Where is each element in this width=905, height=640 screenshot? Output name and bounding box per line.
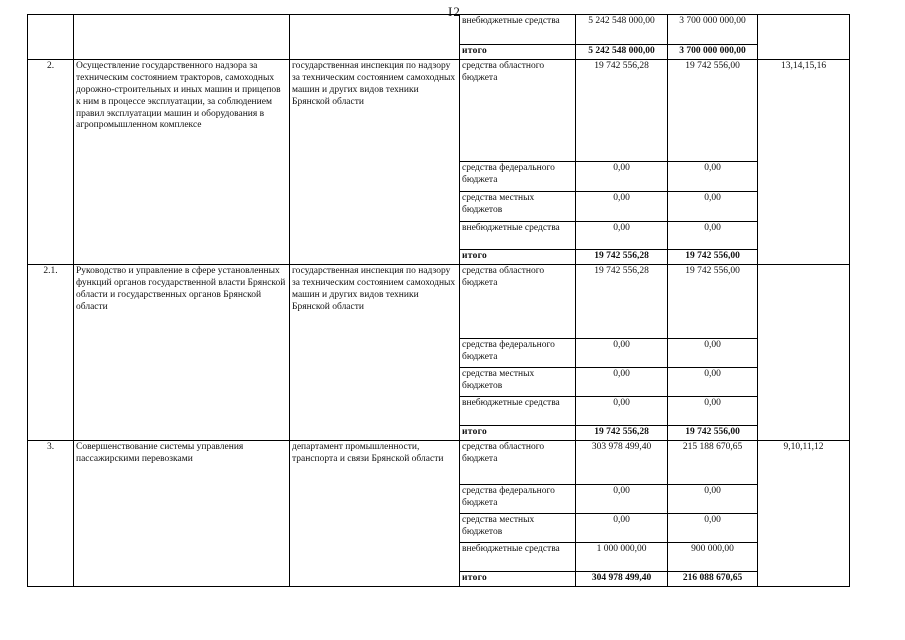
- executor-name: государственная инспекция по надзору за техническим состоянием самоходных машин и других видов техники Брянской области: [290, 60, 460, 265]
- row-number: 2.1.: [28, 265, 74, 441]
- amount-2015: 0,00: [576, 339, 668, 368]
- executor-cell: [290, 15, 460, 60]
- amount-2016: 215 188 670,65: [668, 440, 758, 484]
- indicator-numbers: 13,14,15,16: [758, 60, 850, 265]
- activity-description: Осуществление государственного надзора за техническим состоянием тракторов, самоходных дорожно-строительных и иных машин и прицепов к ним в процессе эксплуатации, за соблюдением правил эксплуатации машин и оборудования в агропромышленном комплексе: [74, 60, 290, 265]
- amount-2016: 0,00: [668, 162, 758, 192]
- table-row: [28, 440, 850, 484]
- amount-2015: 0,00: [576, 397, 668, 426]
- amount-2016: 900 000,00: [668, 542, 758, 571]
- amount-2015: 0,00: [576, 368, 668, 397]
- activity-description: Совершенствование системы управления пассажирскими перевозками: [74, 440, 290, 586]
- amount-2015: 19 742 556,28: [576, 265, 668, 339]
- source-label: внебюджетные средства: [460, 15, 576, 45]
- row-number: 2.: [28, 60, 74, 265]
- amount-2016: 0,00: [668, 397, 758, 426]
- indicators-cell: [758, 15, 850, 60]
- source-label: средства местных бюджетов: [460, 192, 576, 222]
- budget-table: [27, 14, 850, 587]
- total-2015: 19 742 556,28: [576, 426, 668, 441]
- total-2016: 19 742 556,00: [668, 250, 758, 265]
- indicator-numbers: [758, 265, 850, 441]
- executor-name: государственная инспекция по надзору за техническим состоянием самоходных машин и других видов техники Брянской области: [290, 265, 460, 441]
- source-label: средства федерального бюджета: [460, 339, 576, 368]
- amount-2015: 0,00: [576, 162, 668, 192]
- description-cell: [74, 15, 290, 60]
- source-label: средства федерального бюджета: [460, 162, 576, 192]
- source-label: средства областного бюджета: [460, 265, 576, 339]
- amount-2015: 5 242 548 000,00: [576, 15, 668, 45]
- amount-2016: 0,00: [668, 222, 758, 250]
- source-label: средства федерального бюджета: [460, 484, 576, 513]
- table-row: [28, 265, 850, 339]
- total-label: итого: [460, 571, 576, 586]
- amount-2016: 19 742 556,00: [668, 60, 758, 162]
- amount-2016: 19 742 556,00: [668, 265, 758, 339]
- amount-2015: 0,00: [576, 513, 668, 542]
- amount-2016: 0,00: [668, 368, 758, 397]
- amount-2016: 0,00: [668, 513, 758, 542]
- activity-description: Руководство и управление в сфере установленных функций органов государственной власти Брянской области и государственных органов Брянской области: [74, 265, 290, 441]
- page-number: I2: [448, 4, 461, 19]
- num-cell: [28, 15, 74, 60]
- total-2016: 3 700 000 000,00: [668, 45, 758, 60]
- total-label: итого: [460, 250, 576, 265]
- executor-name: департамент промышленности, транспорта и связи Брянской области: [290, 440, 460, 586]
- source-label: внебюджетные средства: [460, 397, 576, 426]
- amount-2015: 0,00: [576, 192, 668, 222]
- total-2015: 19 742 556,28: [576, 250, 668, 265]
- table-row: [28, 15, 850, 45]
- amount-2015: 0,00: [576, 484, 668, 513]
- amount-2015: 19 742 556,28: [576, 60, 668, 162]
- source-label: средства местных бюджетов: [460, 513, 576, 542]
- indicator-numbers: 9,10,11,12: [758, 440, 850, 586]
- total-2015: 5 242 548 000,00: [576, 45, 668, 60]
- amount-2015: 303 978 499,40: [576, 440, 668, 484]
- source-label: средства областного бюджета: [460, 440, 576, 484]
- total-2016: 19 742 556,00: [668, 426, 758, 441]
- source-label: внебюджетные средства: [460, 542, 576, 571]
- source-label: внебюджетные средства: [460, 222, 576, 250]
- total-2015: 304 978 499,40: [576, 571, 668, 586]
- amount-2015: 1 000 000,00: [576, 542, 668, 571]
- amount-2015: 0,00: [576, 222, 668, 250]
- total-label: итого: [460, 45, 576, 60]
- source-label: средства местных бюджетов: [460, 368, 576, 397]
- source-label: средства областного бюджета: [460, 60, 576, 162]
- amount-2016: 0,00: [668, 192, 758, 222]
- amount-2016: 0,00: [668, 484, 758, 513]
- amount-2016: 3 700 000 000,00: [668, 15, 758, 45]
- total-label: итого: [460, 426, 576, 441]
- table-row: [28, 60, 850, 162]
- total-2016: 216 088 670,65: [668, 571, 758, 586]
- amount-2016: 0,00: [668, 339, 758, 368]
- row-number: 3.: [28, 440, 74, 586]
